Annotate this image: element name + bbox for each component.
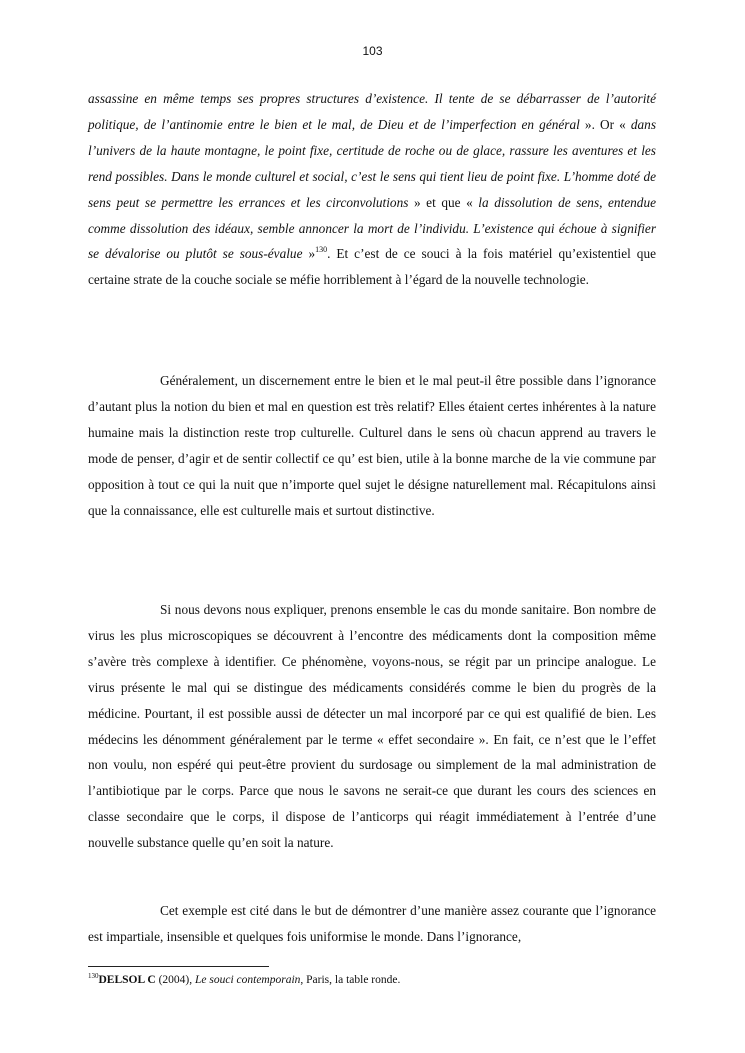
body-paragraph-1 xyxy=(88,86,656,293)
footnote-publisher: , Paris, la table ronde. xyxy=(300,974,401,986)
footnote-reference: 130 xyxy=(315,245,328,255)
footnote-divider xyxy=(88,966,269,967)
body-paragraph-2 xyxy=(88,368,656,523)
paragraph-4-text: Cet exemple est cité dans le but de démontrer d’une manière assez courante que l’ignorance est impartiale, insensible et quelques fois uniformise le monde. Dans l’ignorance, xyxy=(88,903,656,944)
paragraph-1-text xyxy=(88,86,656,293)
footnote-author: DELSOL C xyxy=(98,974,156,986)
body-paragraph-3 xyxy=(88,597,656,856)
paragraph-2-text: Généralement, un discernement entre le bien et le mal peut-il être possible dans l’ignorance d’autant plus la notion du bien et mal en question est très relatif? Elles étaient certes inhérentes à la nature humaine mais la distinction reste trop culturelle. Culturel dans le sens où chacun apprend au travers le mode de penser, d’agir et de sentir collectif ce qu’ est bien, utile à la bonne marche de la vie commune par opposition à tout ce qui la nuit que n’importe quel sujet le désigne naturellement mal. Récapitulons ainsi que la connaissance, elle est culturelle mais et surtout distinctive. xyxy=(88,373,656,518)
quote-fragment: la dissolution de sens, entendue comme dissolution des idéaux, semble annoncer la mort de l’individu. L’existence qui échoue à signifier se dévalorise ou plutôt se sous-évalue xyxy=(88,194,656,262)
text-fragment: ». Or « xyxy=(579,116,631,132)
footnote-number: 130 xyxy=(88,972,99,980)
quote-fragment: dans l’univers de la haute montagne, le point fixe, certitude de roche ou de glace, rassure les aventures et les rend possibles. Dans le monde culturel et social, c’est le sens qui tient lieu de point fixe. L’homme doté de sens peut se permettre les errances et les circonvolutions xyxy=(88,116,656,210)
paragraph-3-text: Si nous devons nous expliquer, prenons ensemble le cas du monde sanitaire. Bon nombre de virus les plus microscopiques se découvrent à l’encontre des médicaments dont la composition même s’avère très complexe à identifier. Ce phénomène, voyons-nous, se régit par un principe analogue. Le virus présente le mal qui se distingue des médicaments considérés comme le bien du progrès de la médicine. Pourtant, il est possible aussi de détecter un mal incorporé par ce qui est qualifié de bien. Les médecins les dénomment généralement par le terme « effet secondaire ». En fait, ce n’est que le l’effet non voulu, non espéré qui peut-être provient du surdosage ou simplement de la mal administration de l’antibiotique par le corps. Parce que nous le savons ne serait-ce que durant les cours des sciences en classe secondaire que le corps, il dispose de l’anticorps qui réagit immédiatement à l’entrée d’une nouvelle substance quelle qu’en soit la nature. xyxy=(88,602,656,851)
page-number: 103 xyxy=(362,44,383,58)
footnote-title: Le souci contemporain xyxy=(195,974,301,986)
text-fragment: » xyxy=(302,246,316,262)
footnote-year: (2004), xyxy=(155,974,195,986)
body-paragraph-4 xyxy=(88,898,656,950)
footnote xyxy=(88,972,656,988)
text-fragment: » et que « xyxy=(408,194,479,210)
quote-fragment: assassine en même temps ses propres structures d’existence. Il tente de se débarrasser de l’autorité politique, de l’antinomie entre le bien et le mal, de Dieu et de l’imperfection en général xyxy=(88,91,656,132)
text-fragment: . Et c’est de ce souci à la fois matériel qu’existentiel que certaine strate de la couche sociale se méfie horriblement à l’égard de la nouvelle technologie. xyxy=(88,246,656,288)
